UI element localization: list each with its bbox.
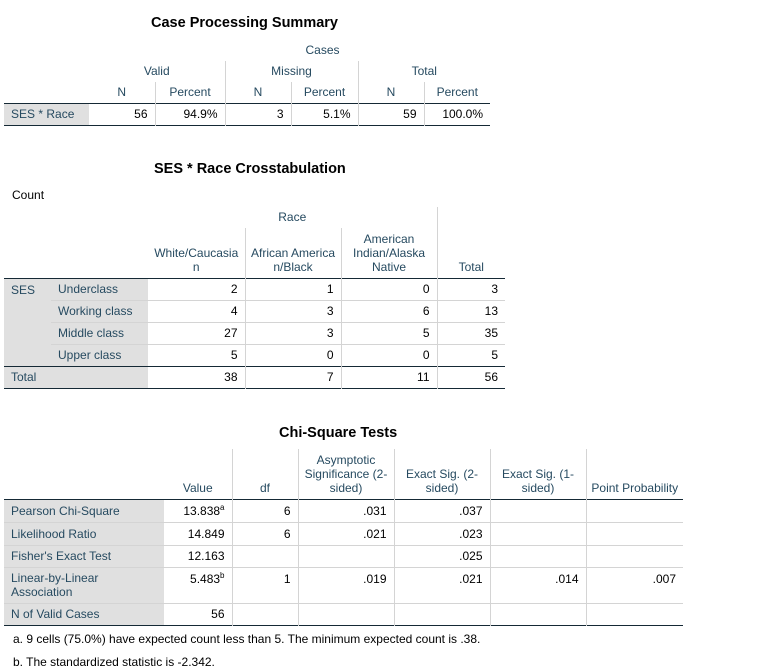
row-label-linear: Linear-by-Linear Association	[4, 567, 164, 603]
cell	[232, 545, 298, 567]
cell: 3	[245, 322, 341, 344]
cell: 5	[230, 348, 238, 362]
ses-label: SES	[4, 278, 51, 366]
cases-header: Cases	[305, 43, 340, 57]
row-label-total: Total	[4, 366, 148, 388]
percent-header: Percent	[424, 82, 490, 103]
row-label-n-valid: N of Valid Cases	[4, 603, 164, 625]
n-header: N	[225, 82, 291, 103]
cell: .031	[298, 499, 394, 522]
cell	[298, 603, 394, 625]
cell: 6	[232, 522, 298, 545]
cell: .025	[394, 545, 490, 567]
missing-header: Missing	[225, 61, 358, 82]
cell: 6	[341, 300, 437, 322]
cell: 5.483$^b$	[190, 570, 225, 586]
chisq-title: Chi-Square Tests	[279, 425, 398, 441]
cell: 38	[224, 370, 238, 384]
cell: .037	[394, 499, 490, 522]
col-header-value: Value	[182, 480, 213, 495]
total-header: Total	[358, 61, 490, 82]
cell: 56	[437, 366, 505, 388]
col-header-df: df	[232, 449, 298, 499]
row-label: SES * Race	[4, 103, 89, 125]
row-label-working-class: Working class	[51, 300, 148, 322]
case-summary-table	[4, 40, 490, 126]
footnote-a: a. 9 cells (75.0%) have expected count less than 5. The minimum expected count is .38.	[13, 632, 481, 646]
cell: .019	[298, 567, 394, 603]
cell: 59	[358, 103, 424, 125]
cell: 1	[232, 567, 298, 603]
cell	[586, 545, 683, 567]
cell	[232, 603, 298, 625]
cell: .021	[298, 522, 394, 545]
cell	[298, 545, 394, 567]
crosstab-title: SES * Race Crosstabulation	[154, 161, 346, 177]
col-header-white: White/Caucasian	[154, 245, 239, 274]
cell: .007	[586, 567, 683, 603]
race-header: Race	[278, 210, 307, 224]
cell: 27	[224, 326, 238, 340]
cell: 0	[341, 278, 437, 300]
row-label-pearson: Pearson Chi-Square	[4, 499, 164, 522]
percent-header: Percent	[155, 82, 225, 103]
cell	[490, 545, 586, 567]
crosstab-table	[4, 207, 505, 389]
col-header-point-prob: Point Probability	[586, 449, 683, 499]
cell: 0	[341, 344, 437, 366]
percent-header: Percent	[291, 82, 358, 103]
cell: 11	[341, 366, 437, 388]
chisq-table	[4, 449, 683, 626]
cell: 2	[230, 282, 238, 296]
cell	[394, 603, 490, 625]
cell	[490, 522, 586, 545]
cell: 56	[211, 607, 225, 621]
col-header-african-american: African American/Black	[245, 228, 341, 278]
cell: 5	[341, 322, 437, 344]
cell: 3	[225, 103, 291, 125]
cell: 3	[245, 300, 341, 322]
cell: 100.0%	[424, 103, 490, 125]
col-header-exact-1: Exact Sig. (1-sided)	[490, 449, 586, 499]
row-label-likelihood: Likelihood Ratio	[4, 522, 164, 545]
cell	[490, 603, 586, 625]
cell: .023	[394, 522, 490, 545]
col-header-american-indian: American Indian/Alaska Native	[341, 228, 437, 278]
cell: 5	[437, 344, 505, 366]
cell	[586, 522, 683, 545]
valid-header: Valid	[143, 64, 170, 78]
cell: 0	[245, 344, 341, 366]
cell: .021	[394, 567, 490, 603]
row-label-fisher: Fisher's Exact Test	[4, 545, 164, 567]
count-label: Count	[12, 188, 45, 202]
cell	[490, 499, 586, 522]
cell: 35	[437, 322, 505, 344]
row-label-underclass: Underclass	[51, 278, 148, 300]
col-header-asymp-sig: Asymptotic Significance (2-sided)	[298, 449, 394, 499]
cell: .014	[490, 567, 586, 603]
n-header: N	[117, 84, 127, 99]
case-summary-title: Case Processing Summary	[151, 15, 338, 31]
cell: 3	[437, 278, 505, 300]
row-label-middle-class: Middle class	[51, 322, 148, 344]
row-label-upper-class: Upper class	[51, 344, 148, 366]
cell	[586, 499, 683, 522]
cell	[586, 603, 683, 625]
cell: 5.1%	[291, 103, 358, 125]
cell: 14.849	[187, 526, 225, 541]
footnote-b: b. The standardized statistic is -2.342.	[13, 655, 215, 669]
cell: 13	[437, 300, 505, 322]
col-header-exact-2: Exact Sig. (2-sided)	[394, 449, 490, 499]
cell: 6	[232, 499, 298, 522]
n-header: N	[358, 82, 424, 103]
cell: 12.163	[187, 549, 225, 563]
cell: 13.838$^a$	[183, 502, 225, 518]
cell: 7	[245, 366, 341, 388]
cell: 94.9%	[155, 103, 225, 125]
cell: 56	[134, 107, 148, 121]
cell: 1	[245, 278, 341, 300]
cell: 4	[230, 304, 238, 318]
col-header-total: Total	[437, 228, 505, 278]
